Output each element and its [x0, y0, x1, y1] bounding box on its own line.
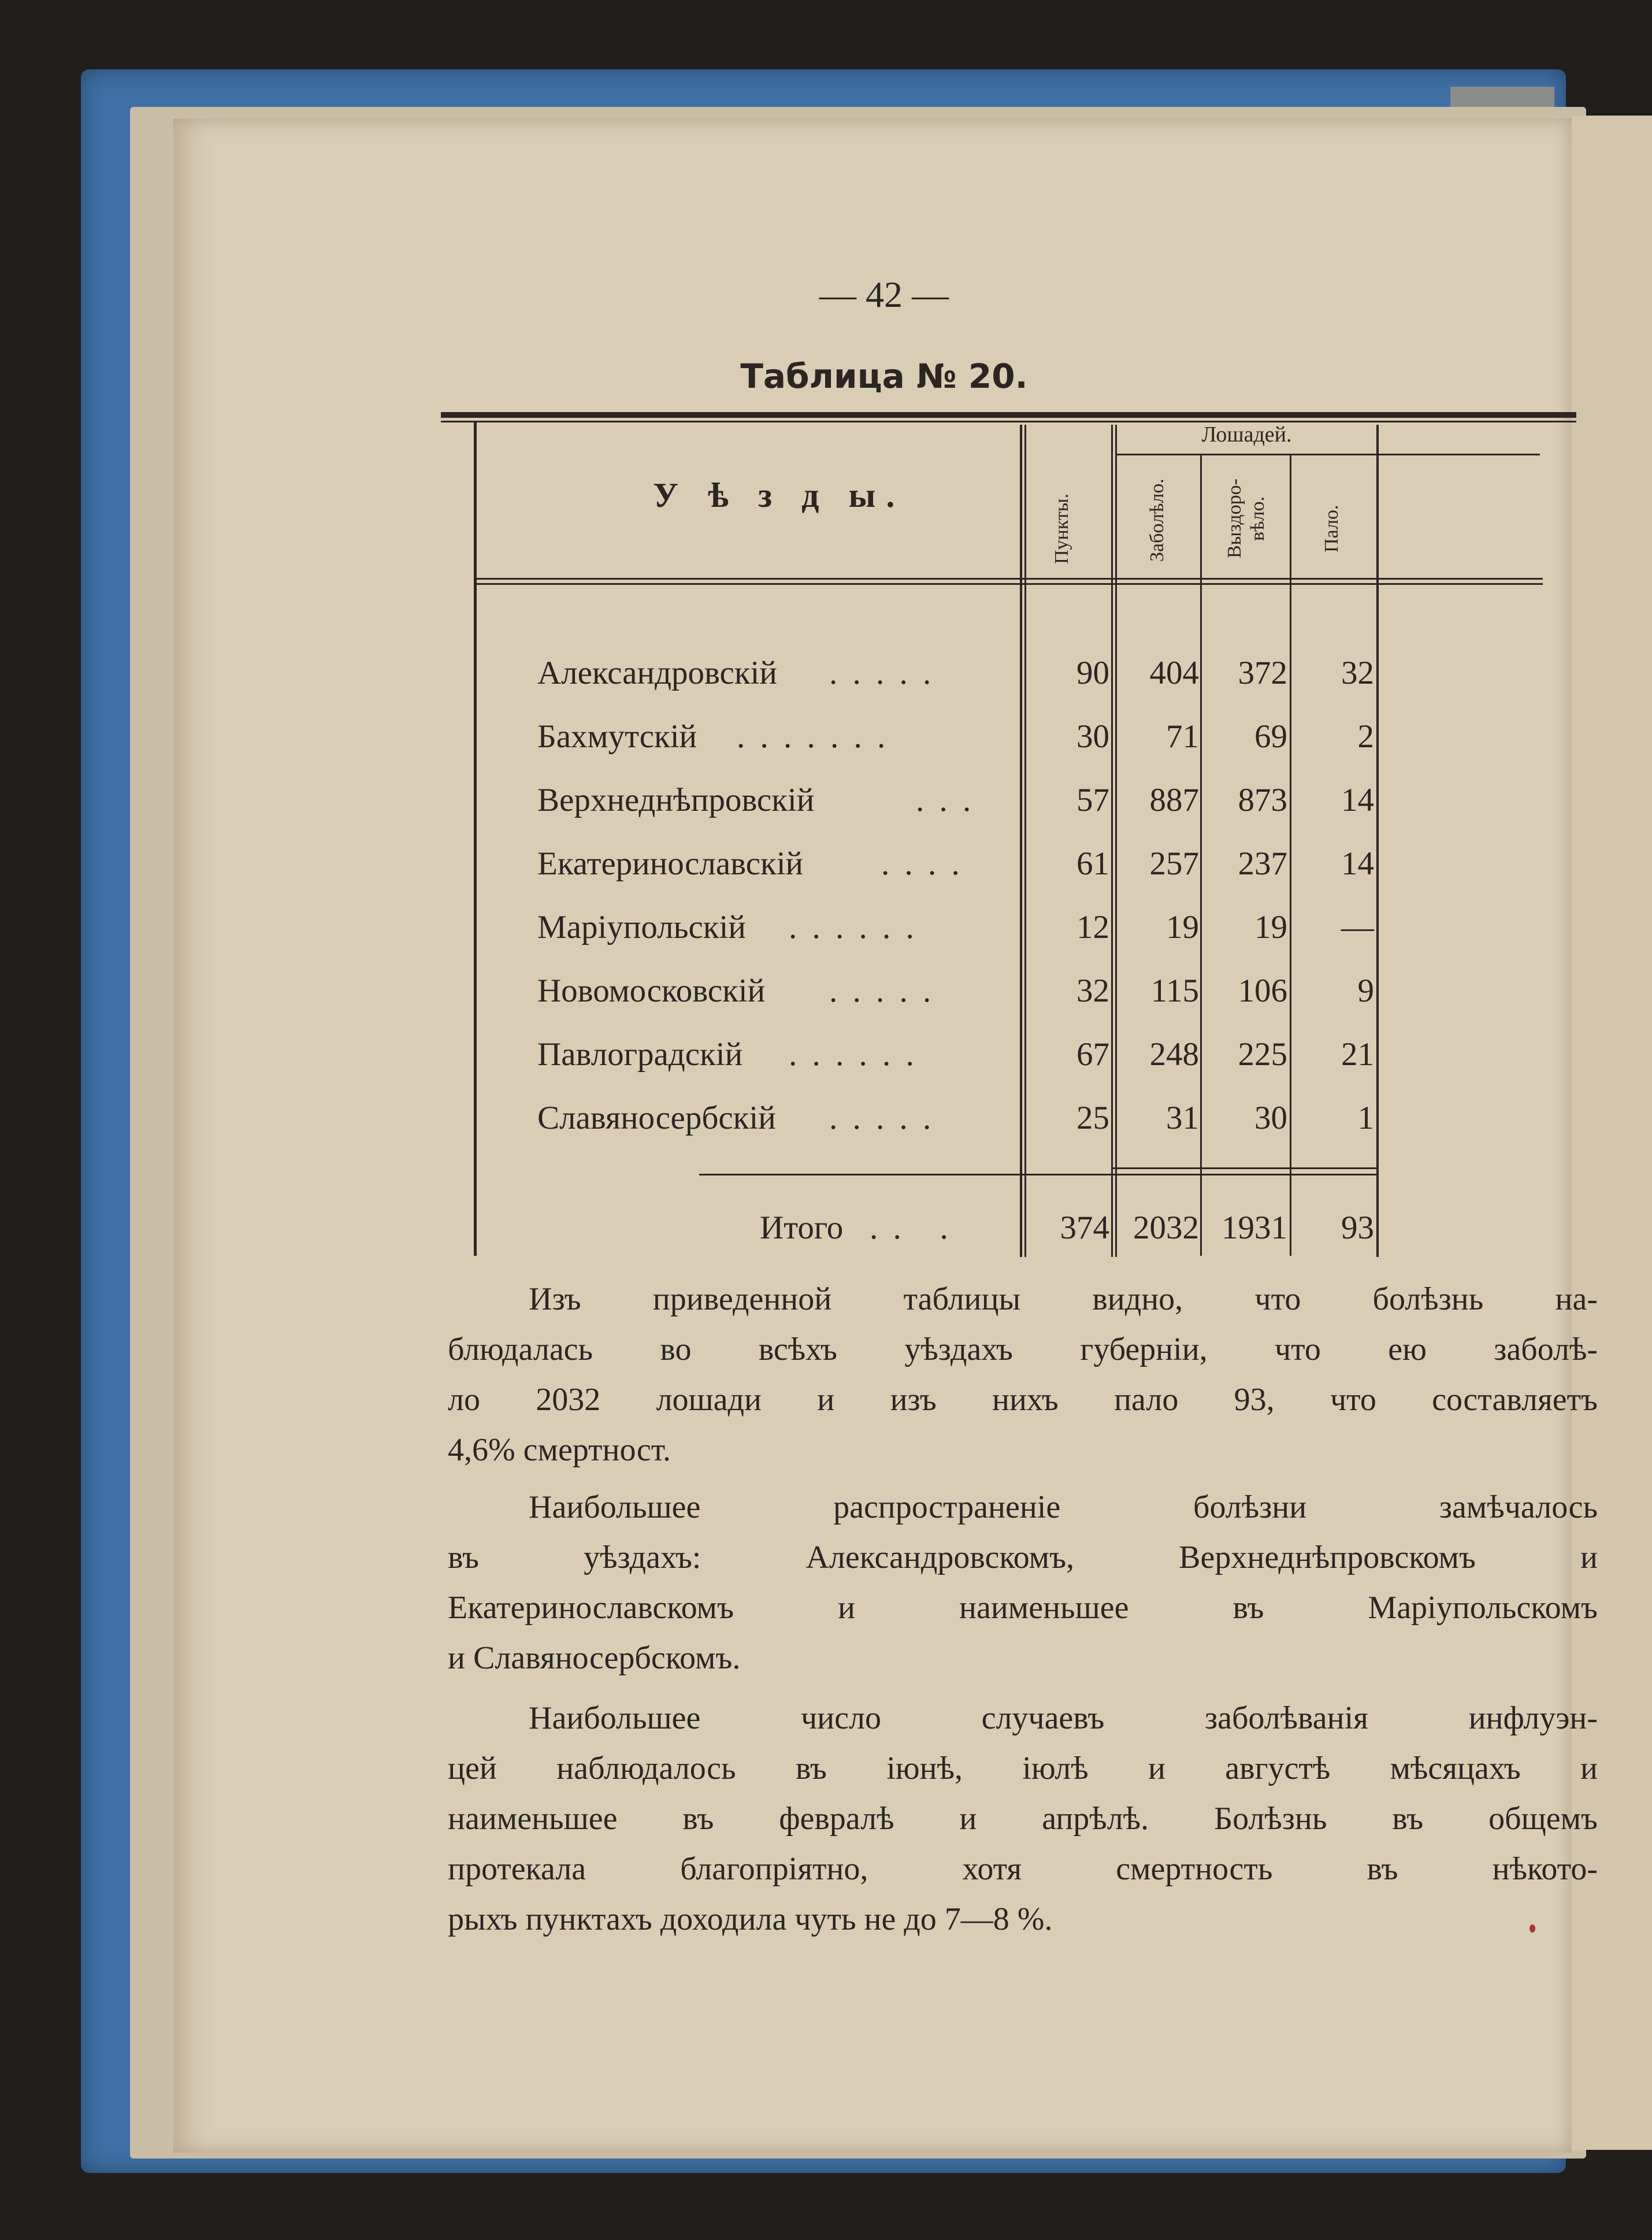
cell-sick: 71 [1166, 718, 1199, 755]
district-name: Славяносербскій [537, 1100, 776, 1136]
total-sick: 2032 [1133, 1210, 1199, 1246]
table-top-rule-thin [441, 421, 1576, 422]
cell-died: 1 [1357, 1100, 1374, 1136]
header-died: Пало. [1321, 505, 1342, 553]
cell-recovered: 106 [1238, 973, 1287, 1009]
text-line: ло 2032 лошади и изъ нихъ пало 93, что составляетъ [448, 1382, 1598, 1418]
table-row [173, 835, 1572, 893]
cell-points: 61 [1076, 845, 1109, 882]
cell-died: 14 [1341, 845, 1374, 882]
total-points: 374 [1060, 1210, 1109, 1246]
cell-points: 57 [1076, 782, 1109, 818]
text-line: рыхъ пунктахъ доходила чуть не до 7—8 %. [448, 1901, 1053, 1937]
cell-recovered: 225 [1238, 1036, 1287, 1073]
cell-sick: 257 [1149, 845, 1199, 882]
text-line: Наибольшее распространеніе болѣзни замѣчалось [529, 1489, 1598, 1525]
text-line: цей наблюдалось въ іюнѣ, іюлѣ и августѣ мѣсяцахъ и [448, 1751, 1598, 1786]
leader-dots: . . . . . [829, 1100, 935, 1136]
text-line: протекала благопріятно, хотя смертность въ нѣкото- [448, 1851, 1598, 1887]
cell-recovered: 372 [1238, 655, 1287, 691]
total-label: Итого [760, 1210, 844, 1246]
leader-dots: . . . [916, 782, 975, 818]
cell-sick: 248 [1149, 1036, 1199, 1073]
table-row [173, 962, 1572, 1020]
cell-recovered: 19 [1254, 909, 1287, 945]
district-name: Александровскій [537, 655, 777, 691]
cell-sick: 31 [1166, 1100, 1199, 1136]
leader-dots: . . . . . . [789, 909, 918, 945]
cell-recovered: 237 [1238, 845, 1287, 882]
total-died: 93 [1341, 1210, 1374, 1246]
text-line: и Славяносербскомъ. [448, 1640, 741, 1676]
district-name: Верхнеднѣпровскій [537, 782, 815, 818]
total-recovered: 1931 [1222, 1210, 1287, 1246]
leader-dots: . . . [870, 1210, 952, 1246]
cell-points: 30 [1076, 718, 1109, 755]
text-line: въ уѣздахъ: Александровскомъ, Верхнеднѣпровскомъ и [448, 1540, 1598, 1575]
table-row [173, 1026, 1572, 1084]
table-total-row [173, 1199, 1572, 1257]
district-name: Павлоградскій [537, 1036, 743, 1073]
district-name: Новомосковскій [537, 973, 766, 1009]
cell-died: 2 [1357, 718, 1374, 755]
cell-died: 9 [1357, 973, 1374, 1009]
table-row [173, 772, 1572, 829]
text-line: 4,6% смертност. [448, 1432, 671, 1468]
header-horses-group: Лошадей. [1201, 422, 1292, 447]
cell-died: 14 [1341, 782, 1374, 818]
text-line: блюдалась во всѣхъ уѣздахъ губерніи, что ею заболѣ- [448, 1332, 1598, 1367]
paragraph-3 [448, 1693, 1598, 1945]
table-header-rule-2 [474, 583, 1543, 585]
header-districts: У ѣ з д ы. [653, 476, 905, 514]
cell-sick: 115 [1150, 973, 1199, 1009]
district-name: Екатеринославскій [537, 845, 804, 882]
header-sick: Заболѣло. [1146, 479, 1168, 562]
header-points: Пункты. [1051, 493, 1072, 565]
leader-dots: . . . . . . [789, 1036, 918, 1073]
text-line: наименьшее въ февралѣ и апрѣлѣ. Болѣзнь въ общемъ [448, 1801, 1598, 1837]
paragraph-1 [448, 1274, 1598, 1475]
cell-died: — [1341, 909, 1374, 945]
text-line: Изъ приведенной таблицы видно, что болѣзнь на- [529, 1281, 1598, 1317]
cell-points: 32 [1076, 973, 1109, 1009]
cell-points: 12 [1076, 909, 1109, 945]
cell-points: 67 [1076, 1036, 1109, 1073]
table-header-rule [474, 578, 1543, 580]
header-recovered: Выздоро- вѣло. [1224, 479, 1268, 559]
ink-speck [1530, 1924, 1535, 1933]
table-top-rule [441, 412, 1576, 418]
table-title: Таблица № 20. [740, 357, 1028, 396]
cell-recovered: 873 [1238, 782, 1287, 818]
book-page [173, 118, 1598, 2153]
total-rule [699, 1174, 1376, 1175]
cell-sick: 404 [1149, 655, 1199, 691]
text-line: Екатеринославскомъ и наименьшее въ Маріупольскомъ [448, 1590, 1598, 1626]
total-rule-cols [1112, 1167, 1376, 1169]
horses-group-rule [1115, 454, 1540, 455]
leader-dots: . . . . . [829, 973, 935, 1009]
cell-recovered: 69 [1254, 718, 1287, 755]
cell-points: 25 [1076, 1100, 1109, 1136]
leader-dots: . . . . . [829, 655, 935, 691]
paragraph-2 [448, 1482, 1598, 1683]
leader-dots: . . . . . . . [737, 718, 889, 755]
table-row [173, 644, 1572, 702]
text-line: Наибольшее число случаевъ заболѣванія инфлуэн- [529, 1700, 1598, 1736]
cell-died: 32 [1341, 655, 1374, 691]
cell-sick: 19 [1166, 909, 1199, 945]
district-name: Бахмутскій [537, 718, 697, 755]
cell-sick: 887 [1149, 782, 1199, 818]
cell-points: 90 [1076, 655, 1109, 691]
district-name: Маріупольскій [537, 909, 746, 945]
table-row [173, 1089, 1572, 1147]
table-row [173, 708, 1572, 766]
cell-died: 21 [1341, 1036, 1374, 1073]
leader-dots: . . . . [881, 845, 963, 882]
table-row [173, 899, 1572, 956]
page-number: — 42 — [819, 274, 949, 315]
cell-recovered: 30 [1254, 1100, 1287, 1136]
